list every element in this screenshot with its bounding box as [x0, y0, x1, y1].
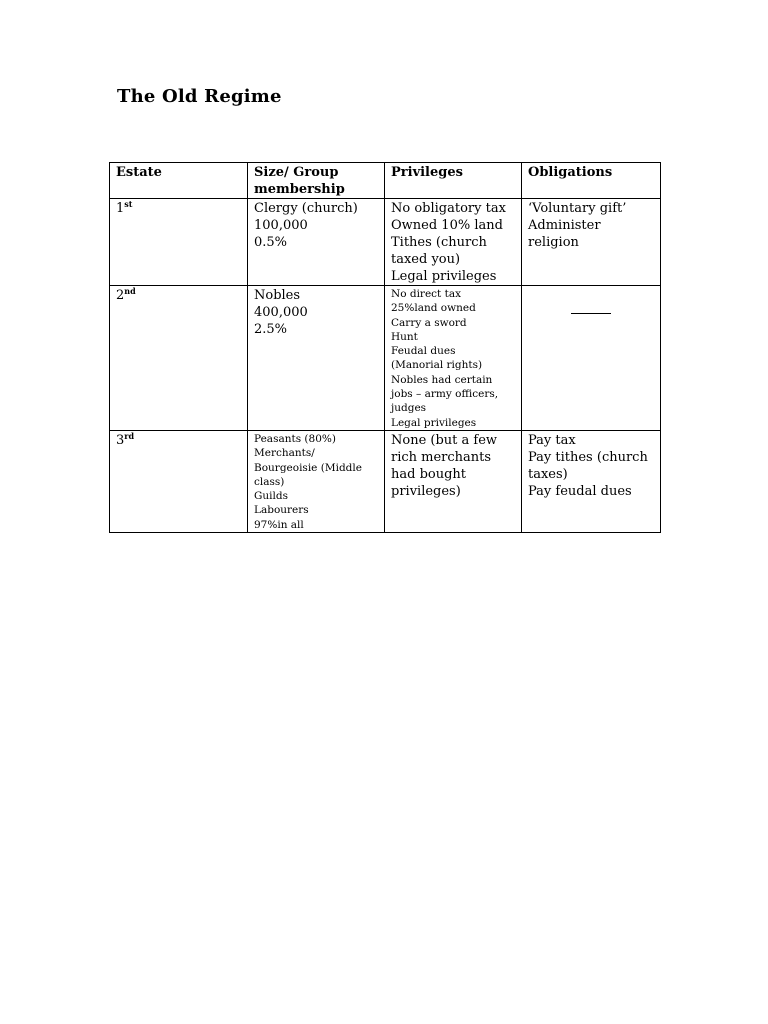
- size-line: 0.5%: [254, 235, 288, 250]
- privilege-line: privileges): [391, 483, 461, 499]
- size-line: 97%in all: [254, 518, 304, 531]
- obligation-line: taxes): [528, 466, 568, 482]
- size-line: 400,000: [254, 305, 308, 320]
- privilege-line: jobs – army officers,: [391, 388, 499, 401]
- obligation-line: Pay tithes (church: [528, 449, 648, 465]
- table-header-row: [110, 163, 661, 199]
- privilege-line: judges: [391, 402, 427, 415]
- size-cell: [248, 286, 385, 431]
- obligation-line: religion: [528, 235, 579, 250]
- privilege-line: Legal privileges: [391, 416, 477, 429]
- estate-suffix: nd: [124, 286, 136, 296]
- privilege-line: No direct tax: [391, 288, 461, 300]
- size-line: 100,000: [254, 218, 308, 233]
- privilege-line: None (but a few: [391, 432, 498, 448]
- header-estate: Estate: [110, 163, 248, 199]
- size-line: Peasants (80%): [254, 432, 336, 445]
- header-obligations: Obligations: [522, 163, 661, 199]
- old-regime-table: [109, 162, 661, 533]
- table-row: [110, 430, 661, 532]
- privilege-line: No obligatory tax: [391, 201, 506, 216]
- estate-cell: [110, 199, 248, 286]
- privilege-line: Tithes (church: [391, 235, 487, 250]
- obligations-cell: [522, 286, 661, 431]
- estate-suffix: st: [124, 199, 133, 209]
- size-line: Labourers: [254, 504, 309, 517]
- no-obligations-dash: [528, 287, 654, 319]
- size-line: class): [254, 475, 285, 488]
- privileges-cell: [385, 286, 522, 431]
- estate-suffix: rd: [124, 430, 135, 441]
- privilege-line: Nobles had certain: [391, 373, 493, 386]
- size-line: Bourgeoisie (Middle: [254, 461, 362, 474]
- obligations-cell: [522, 430, 661, 532]
- estate-number: 2: [116, 288, 125, 303]
- size-line: Clergy (church): [254, 201, 358, 216]
- privilege-line: had bought: [391, 466, 467, 482]
- obligation-line: Pay tax: [528, 432, 576, 448]
- privileges-cell: [385, 430, 522, 532]
- privilege-line: Carry a sword: [391, 316, 467, 329]
- estate-number: 1: [116, 201, 125, 216]
- obligation-line: Pay feudal dues: [528, 483, 632, 499]
- privilege-line: rich merchants: [391, 449, 492, 465]
- privilege-line: Legal privileges: [391, 269, 497, 284]
- privilege-line: Feudal dues: [391, 345, 456, 358]
- size-line: Merchants/: [254, 447, 315, 460]
- estate-number: 3: [116, 432, 125, 448]
- size-cell: [248, 430, 385, 532]
- privileges-cell: [385, 199, 522, 286]
- privilege-line: 25%land owned: [391, 302, 476, 315]
- privilege-line: (Manorial rights): [391, 359, 483, 372]
- privilege-line: Hunt: [391, 330, 418, 343]
- obligations-cell: [522, 199, 661, 286]
- privilege-line: taxed you): [391, 252, 461, 267]
- table-row: [110, 286, 661, 431]
- estate-cell: [110, 430, 248, 532]
- size-line: 2.5%: [254, 322, 288, 337]
- dash-line: [571, 313, 611, 314]
- header-size: Size/ Group membership: [248, 163, 385, 199]
- privilege-line: Owned 10% land: [391, 218, 503, 233]
- obligation-line: ‘Voluntary gift’: [528, 201, 627, 216]
- header-privileges: Privileges: [385, 163, 522, 199]
- estate-cell: [110, 286, 248, 431]
- size-line: Guilds: [254, 490, 288, 503]
- size-cell: [248, 199, 385, 286]
- size-line: Nobles: [254, 288, 301, 303]
- obligation-line: Administer: [528, 218, 601, 233]
- table-row: [110, 199, 661, 286]
- page-title: The Old Regime: [117, 86, 282, 107]
